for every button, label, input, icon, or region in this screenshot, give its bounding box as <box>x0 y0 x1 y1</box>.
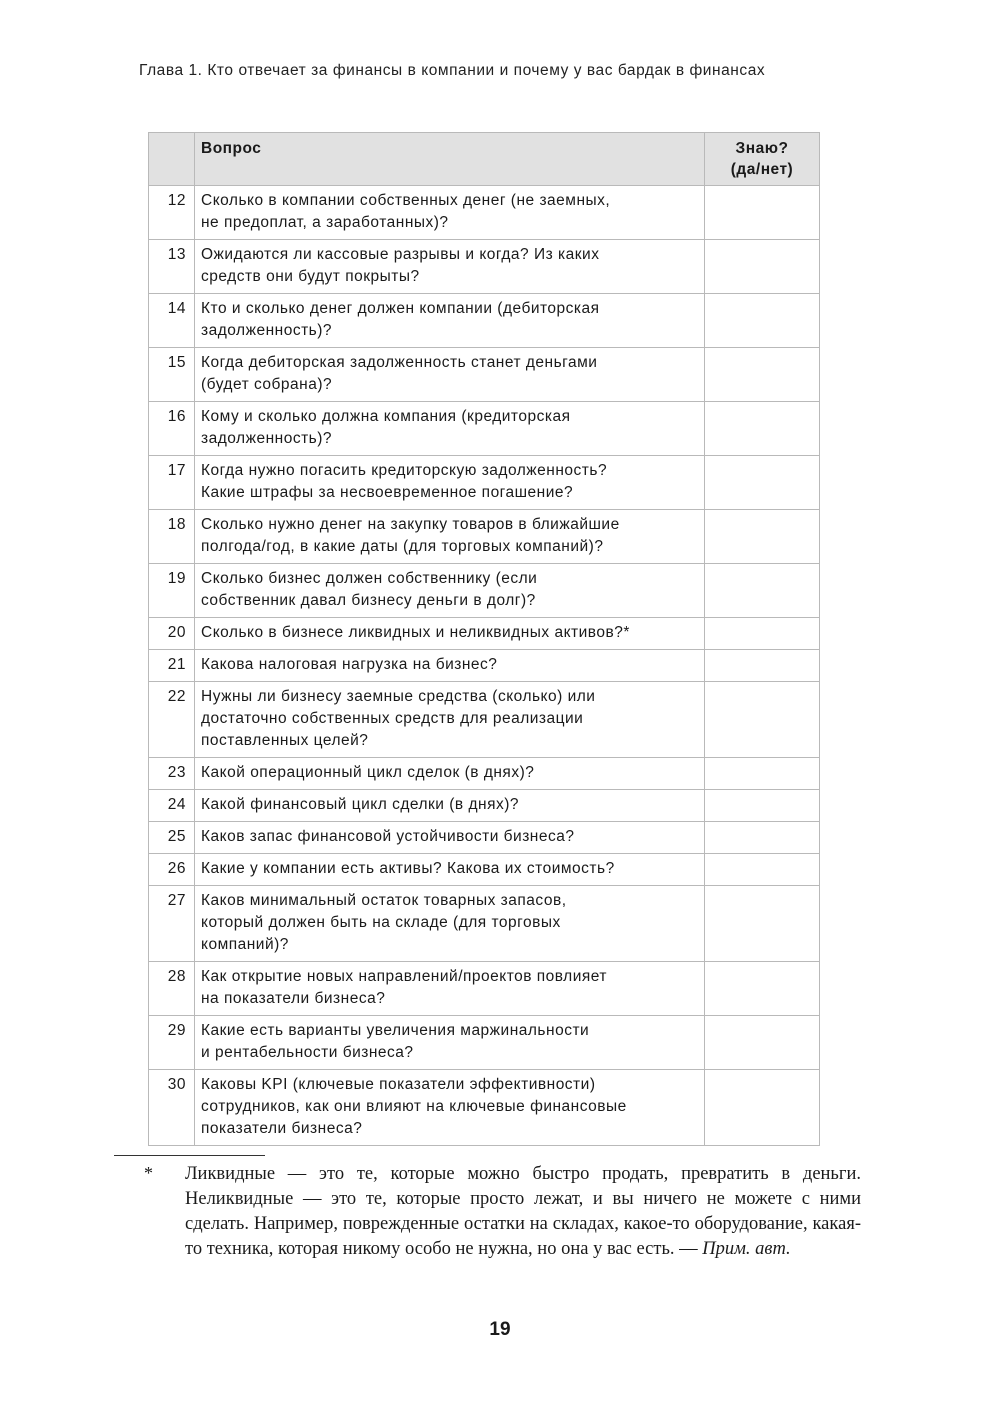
row-number: 16 <box>149 402 195 456</box>
table-row <box>149 854 820 886</box>
question-line: Каковы KPI (ключевые показатели эффективности) <box>201 1076 596 1093</box>
question-line: который должен быть на складе (для торговых <box>201 914 561 931</box>
question-line: Каков минимальный остаток товарных запасов, <box>201 892 567 909</box>
row-question <box>195 682 705 758</box>
row-answer-cell <box>705 402 820 456</box>
question-line: Сколько бизнес должен собственнику (если <box>201 570 538 587</box>
table-row <box>149 1016 820 1070</box>
table-body <box>149 186 820 1146</box>
table-row <box>149 886 820 962</box>
row-question <box>195 456 705 510</box>
row-number: 23 <box>149 758 195 790</box>
row-number: 21 <box>149 650 195 682</box>
row-answer-cell <box>705 962 820 1016</box>
row-number: 29 <box>149 1016 195 1070</box>
question-line: задолженность)? <box>201 430 333 447</box>
table-row <box>149 682 820 758</box>
table-row <box>149 790 820 822</box>
question-line: Кто и сколько денег должен компании (дебиторская <box>201 300 600 317</box>
question-line: собственник давал бизнесу деньги в долг)? <box>201 592 536 609</box>
row-number: 20 <box>149 618 195 650</box>
row-question <box>195 790 705 822</box>
row-question <box>195 758 705 790</box>
table-row <box>149 402 820 456</box>
row-number: 27 <box>149 886 195 962</box>
question-line: Ожидаются ли кассовые разрывы и когда? Из каких <box>201 246 600 263</box>
row-answer-cell <box>705 1070 820 1146</box>
table-header-row <box>149 133 820 186</box>
question-line: и рентабельности бизнеса? <box>201 1044 414 1061</box>
question-line: Когда дебиторская задолженность станет деньгами <box>201 354 598 371</box>
header-answer-cell <box>705 133 820 186</box>
table-row <box>149 618 820 650</box>
row-number: 12 <box>149 186 195 240</box>
footnote-text: Ликвидные — это те, которые можно быстро продать, превратить в деньги. Неликвидные — это те, которые просто лежат, и вы ничего не можете с ними сделать. Например, поврежденные остатки на складах, какое-то оборудование, какая-то техника, которая никому особо не нужна, но она у вас есть. — <box>185 1164 861 1259</box>
row-question <box>195 822 705 854</box>
question-line: Сколько в компании собственных денег (не заемных, <box>201 192 611 209</box>
row-question <box>195 348 705 402</box>
question-line: Сколько нужно денег на закупку товаров в ближайшие <box>201 516 620 533</box>
question-line: Какой операционный цикл сделок (в днях)? <box>201 764 535 781</box>
row-answer-cell <box>705 456 820 510</box>
row-number: 18 <box>149 510 195 564</box>
row-answer-cell <box>705 682 820 758</box>
footnote-signature: Прим. авт. <box>702 1239 791 1259</box>
question-line: средств они будут покрыты? <box>201 268 420 285</box>
row-number: 28 <box>149 962 195 1016</box>
question-line: поставленных целей? <box>201 732 369 749</box>
row-number: 30 <box>149 1070 195 1146</box>
row-question <box>195 886 705 962</box>
row-question <box>195 186 705 240</box>
row-answer-cell <box>705 822 820 854</box>
row-question <box>195 1016 705 1070</box>
row-question <box>195 294 705 348</box>
question-line: задолженность)? <box>201 322 333 339</box>
question-line: Нужны ли бизнесу заемные средства (сколько) или <box>201 688 596 705</box>
table-row <box>149 186 820 240</box>
row-question <box>195 402 705 456</box>
row-number: 15 <box>149 348 195 402</box>
table-row <box>149 294 820 348</box>
header-answer-line2: (да/нет) <box>730 161 794 178</box>
row-question <box>195 854 705 886</box>
row-question <box>195 240 705 294</box>
question-line: не предоплат, а заработанных)? <box>201 214 449 231</box>
question-line: полгода/год, в какие даты (для торговых компаний)? <box>201 538 604 555</box>
question-line: Какие штрафы за несвоевременное погашение? <box>201 484 574 501</box>
question-line: Когда нужно погасить кредиторскую задолженность? <box>201 462 608 479</box>
question-line: достаточно собственных средств для реализации <box>201 710 584 727</box>
footnote-rule <box>114 1155 265 1156</box>
row-answer-cell <box>705 564 820 618</box>
row-answer-cell <box>705 294 820 348</box>
header-number-cell <box>149 133 195 186</box>
footnote <box>185 1162 861 1262</box>
running-header: Глава 1. Кто отвечает за финансы в компании и почему у вас бардак в финансах <box>139 62 766 79</box>
table-row <box>149 1070 820 1146</box>
row-answer-cell <box>705 790 820 822</box>
row-answer-cell <box>705 650 820 682</box>
question-line: показатели бизнеса? <box>201 1120 363 1137</box>
row-question <box>195 564 705 618</box>
row-question <box>195 618 705 650</box>
row-question <box>195 650 705 682</box>
question-line: Кому и сколько должна компания (кредиторская <box>201 408 571 425</box>
question-line: Какой финансовый цикл сделки (в днях)? <box>201 796 519 813</box>
question-line: Как открытие новых направлений/проектов повлияет <box>201 968 607 985</box>
question-line: Каков запас финансовой устойчивости бизнеса? <box>201 828 575 845</box>
question-line: сотрудников, как они влияют на ключевые финансовые <box>201 1098 627 1115</box>
table-row <box>149 240 820 294</box>
row-answer-cell <box>705 618 820 650</box>
question-line: Какие у компании есть активы? Какова их стоимость? <box>201 860 615 877</box>
row-question <box>195 1070 705 1146</box>
table-row <box>149 650 820 682</box>
row-answer-cell <box>705 510 820 564</box>
table-row <box>149 822 820 854</box>
row-number: 17 <box>149 456 195 510</box>
row-answer-cell <box>705 854 820 886</box>
question-line: компаний)? <box>201 936 289 953</box>
table-row <box>149 564 820 618</box>
table-row <box>149 962 820 1016</box>
row-number: 26 <box>149 854 195 886</box>
row-number: 22 <box>149 682 195 758</box>
row-number: 25 <box>149 822 195 854</box>
row-number: 13 <box>149 240 195 294</box>
row-answer-cell <box>705 1016 820 1070</box>
question-line: (будет собрана)? <box>201 376 333 393</box>
question-line: Какие есть варианты увеличения маржинальности <box>201 1022 590 1039</box>
table-row <box>149 758 820 790</box>
question-line: Какова налоговая нагрузка на бизнес? <box>201 656 498 673</box>
header-answer-line1: Знаю? <box>735 140 789 157</box>
header-question-cell: Вопрос <box>195 133 705 186</box>
page-number: 19 <box>489 1319 511 1340</box>
row-question <box>195 510 705 564</box>
table-row <box>149 456 820 510</box>
question-line: Сколько в бизнесе ликвидных и неликвидных активов?* <box>201 624 630 641</box>
row-question <box>195 962 705 1016</box>
row-answer-cell <box>705 240 820 294</box>
footnote-mark: * <box>144 1163 153 1183</box>
table-row <box>149 510 820 564</box>
questions-table <box>148 132 820 1146</box>
row-answer-cell <box>705 186 820 240</box>
row-number: 14 <box>149 294 195 348</box>
row-answer-cell <box>705 348 820 402</box>
row-number: 19 <box>149 564 195 618</box>
table-row <box>149 348 820 402</box>
row-answer-cell <box>705 758 820 790</box>
row-answer-cell <box>705 886 820 962</box>
question-line: на показатели бизнеса? <box>201 990 386 1007</box>
row-number: 24 <box>149 790 195 822</box>
